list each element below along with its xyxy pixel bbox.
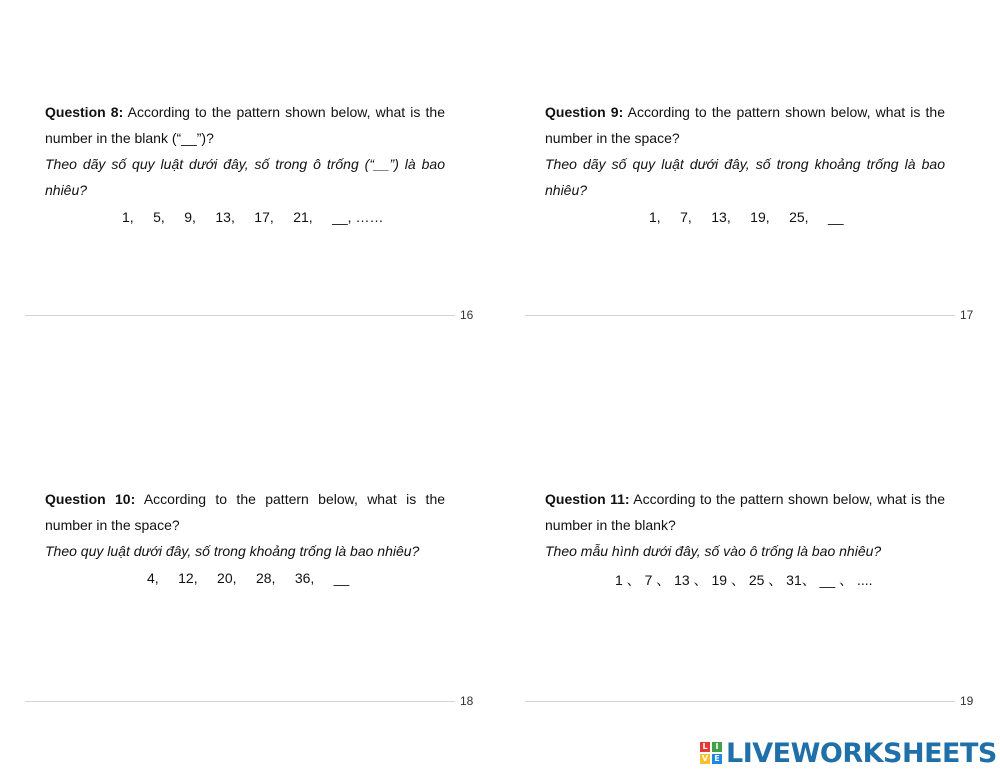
question-11-sequence: 1 、 7 、 13 、 19 、 25 、 31、 __ 、 .... bbox=[615, 572, 873, 588]
page-divider-18 bbox=[25, 701, 455, 702]
question-10-label: Question 10: bbox=[45, 491, 136, 507]
question-9-text bbox=[545, 99, 945, 203]
question-10-english: According to the pattern below, what is the number in the space? bbox=[45, 491, 446, 533]
question-8-sequence: 1, 5, 9, 13, 17, 21, __, …… bbox=[122, 209, 384, 225]
question-9-label: Question 9: bbox=[545, 104, 624, 120]
page-divider-17 bbox=[525, 315, 955, 316]
logo-mark-letter-l: L bbox=[700, 742, 710, 752]
worksheet-page-18 bbox=[0, 386, 460, 746]
logo-mark-icon bbox=[700, 742, 722, 764]
question-9-sequence: 1, 7, 13, 19, 25, __ bbox=[649, 209, 844, 225]
logo-mark-letter-v: V bbox=[701, 754, 709, 763]
page-divider-16 bbox=[25, 315, 455, 316]
liveworksheets-logo bbox=[700, 736, 997, 770]
page-number-16: 16 bbox=[460, 308, 474, 322]
question-8-text bbox=[45, 99, 445, 203]
question-11-text bbox=[545, 486, 945, 564]
page-divider-19 bbox=[525, 701, 955, 702]
question-11-english: According to the pattern shown below, what is the number in the blank? bbox=[545, 491, 946, 533]
question-10-vietnamese: Theo quy luật dưới đây, số trong khoảng trống là bao nhiêu? bbox=[45, 543, 420, 559]
question-8-english: According to the pattern shown below, what is the number in the blank (“__”)? bbox=[45, 104, 446, 146]
worksheet-page-16 bbox=[0, 0, 460, 360]
question-9-english: According to the pattern shown below, what is the number in the space? bbox=[545, 104, 946, 146]
question-8-vietnamese: Theo dãy số quy luật dưới đây, số trong ô trống (“__”) là bao nhiêu? bbox=[45, 156, 445, 198]
question-11-vietnamese: Theo mẫu hình dưới đây, số vào ô trống là bao nhiêu? bbox=[545, 543, 882, 559]
logo-text: LIVEWORKSHEETS bbox=[726, 737, 997, 769]
question-11-label: Question 11: bbox=[545, 491, 630, 507]
question-8-label: Question 8: bbox=[45, 104, 124, 120]
page-number-17: 17 bbox=[960, 308, 974, 322]
question-10-sequence: 4, 12, 20, 28, 36, __ bbox=[147, 570, 350, 586]
question-9-vietnamese: Theo dãy số quy luật dưới đây, số trong khoảng trống là bao nhiêu? bbox=[545, 156, 945, 198]
page-number-18: 18 bbox=[460, 694, 474, 708]
worksheet-page-19 bbox=[500, 386, 960, 746]
question-10-text bbox=[45, 486, 445, 564]
logo-mark-letter-e: E bbox=[712, 754, 722, 764]
worksheet-page-17 bbox=[500, 0, 960, 360]
logo-mark-letter-i: I bbox=[712, 742, 722, 752]
page-number-19: 19 bbox=[960, 694, 974, 708]
